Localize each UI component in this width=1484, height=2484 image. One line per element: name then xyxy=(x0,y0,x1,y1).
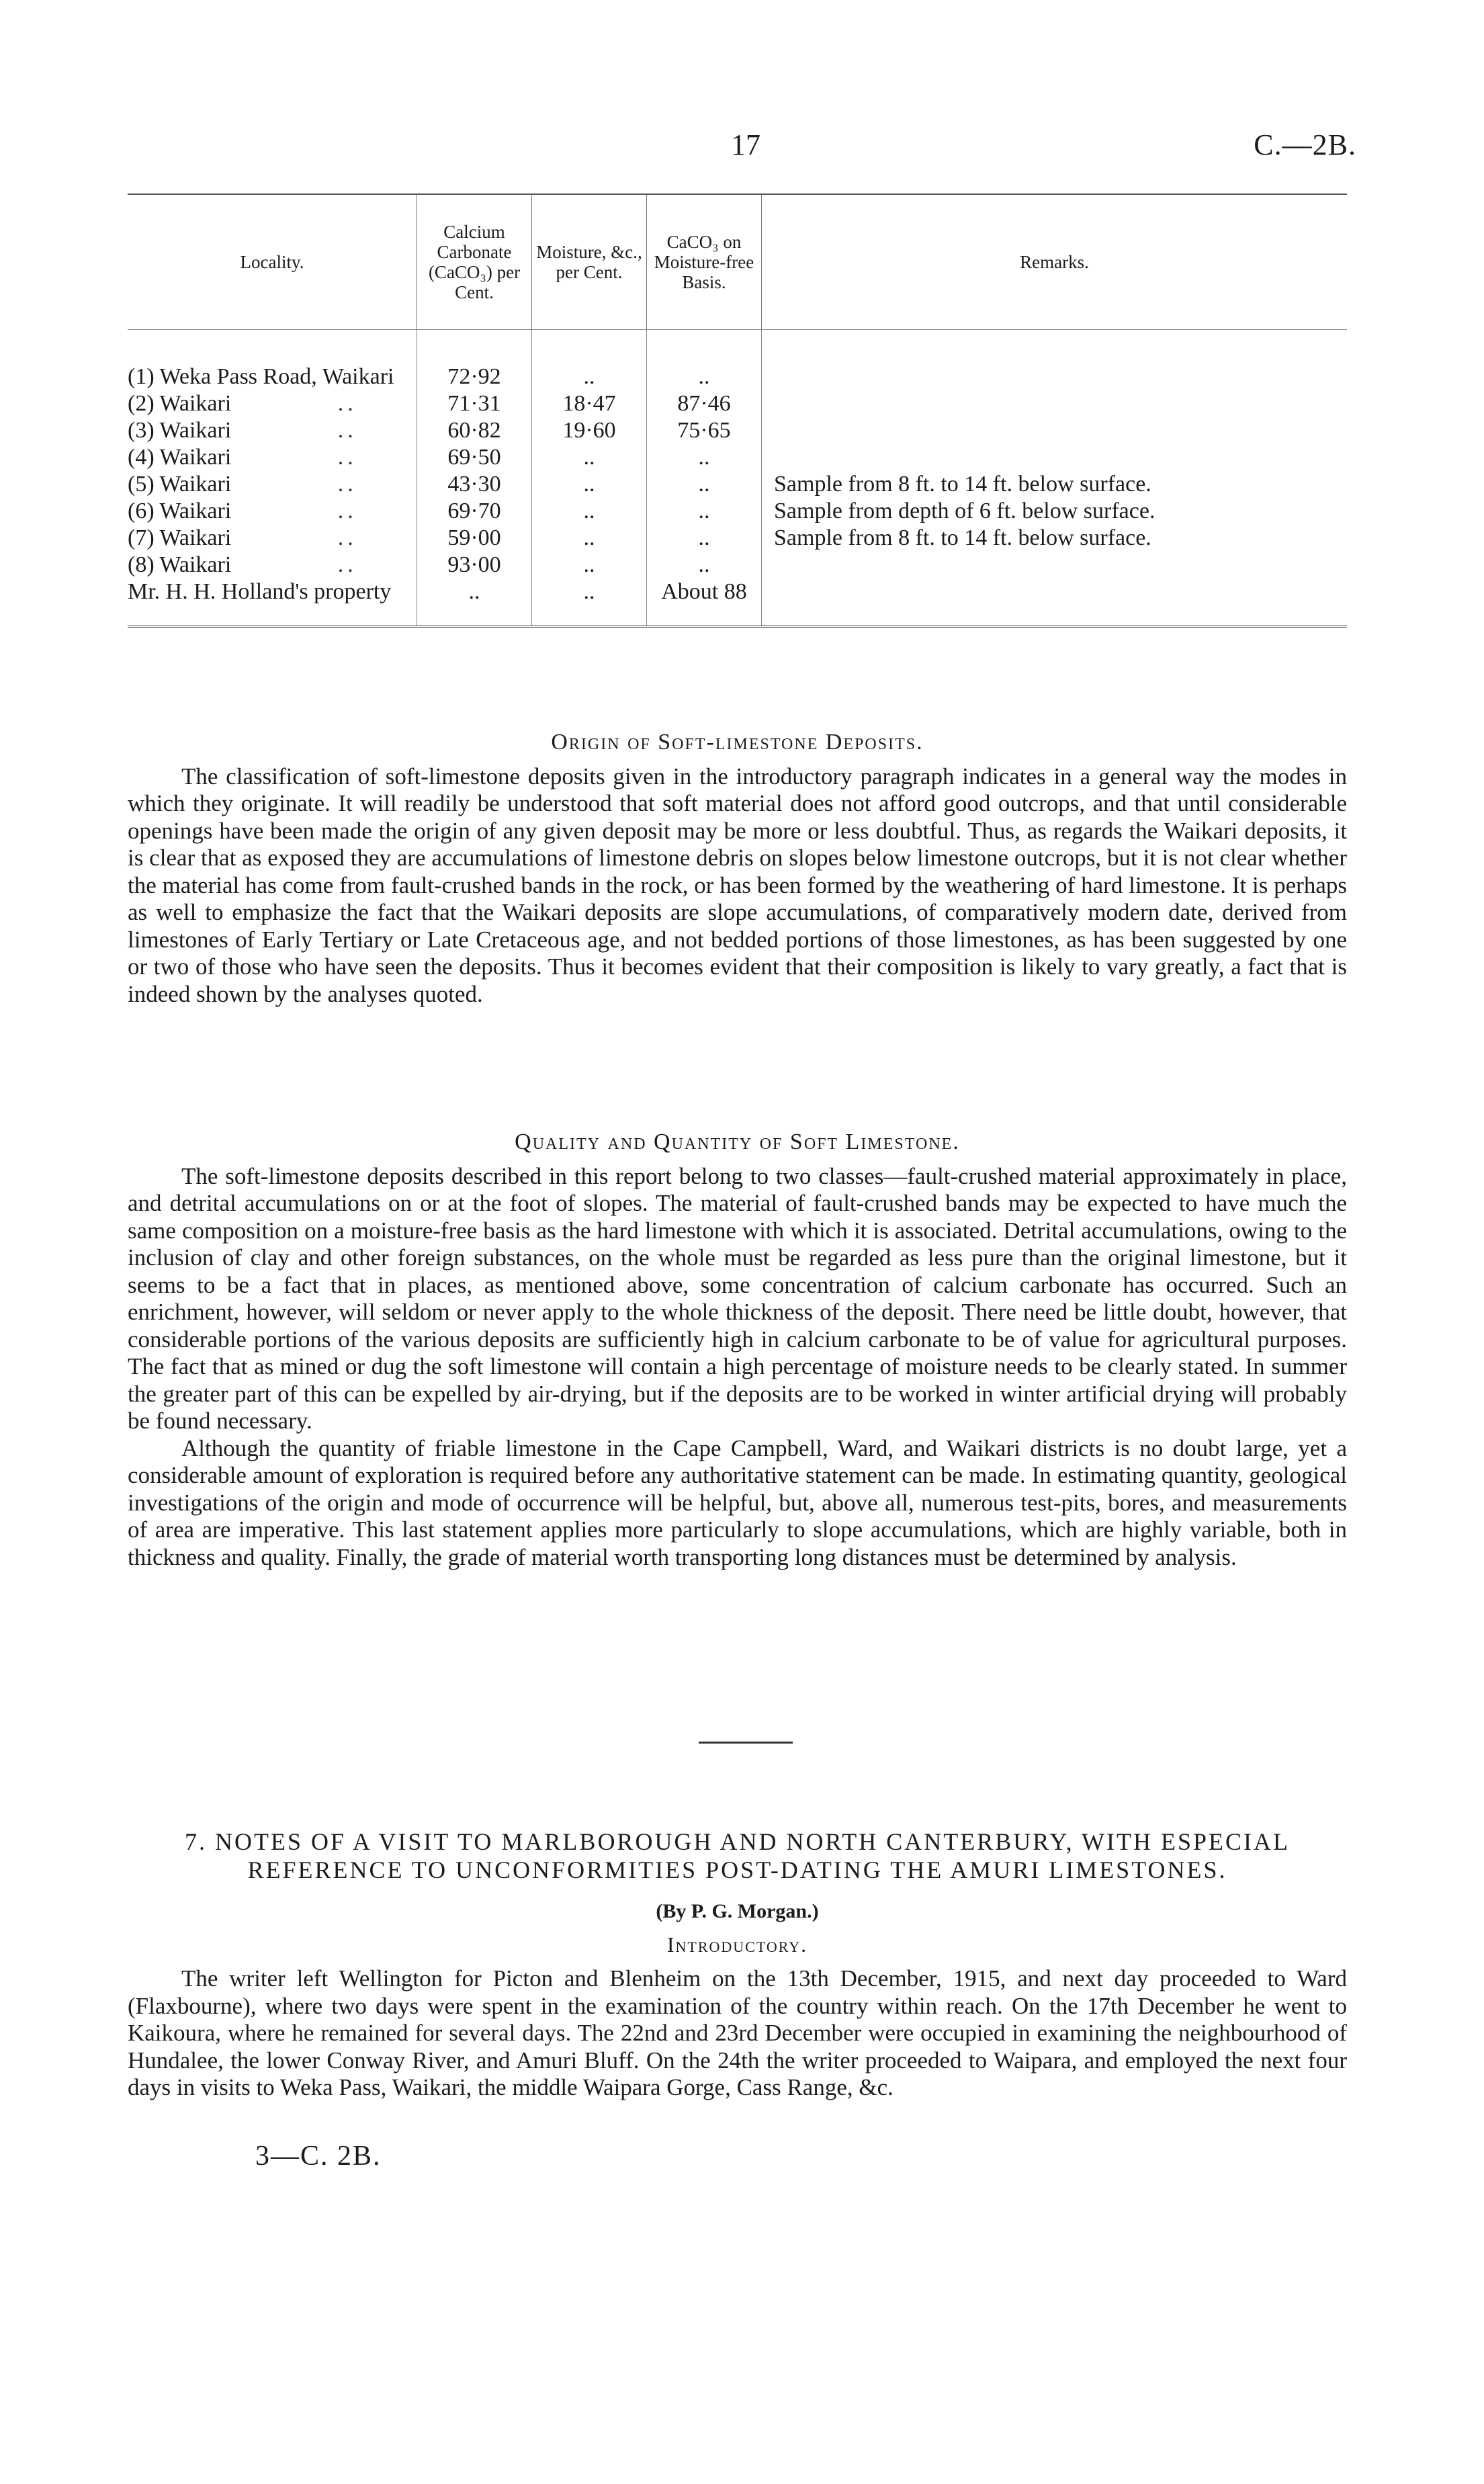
cell-remarks: Sample from 8 ft. to 14 ft. below surface. xyxy=(762,525,1348,552)
leader-dots: .. xyxy=(337,472,357,497)
cell-caco3: 72·92 xyxy=(417,330,532,391)
analysis-table xyxy=(128,195,1347,626)
cell-locality xyxy=(128,525,417,552)
quality-paragraph: Although the quantity of friable limestone in the Cape Campbell, Ward, and Waikari districts is no doubt large, yet a considerable amount of exploration is required before any authoritative statement can be made. In estimating quantity, geological investigations of the origin and mode of occurrence will be helpful, but, above all, numerous test-pits, bores, and measurements of area are imperative. This last statement applies more particularly to slope accumulations, which are highly variable, both in thickness and quality. Finally, the grade of material worth transporting long distances must be determined by analysis. xyxy=(128,1434,1347,1570)
document-reference: C.—2B. xyxy=(1254,128,1356,161)
cell-moisture-free: .. xyxy=(647,444,762,471)
cell-caco3: 71·31 xyxy=(417,390,532,417)
quality-heading: Quality and Quantity of Soft Limestone. xyxy=(515,1129,960,1154)
leader-dots: .. xyxy=(337,418,357,443)
introductory-section xyxy=(128,1965,1347,2102)
cell-remarks xyxy=(762,579,1348,626)
cell-locality xyxy=(128,444,417,471)
cell-moisture: .. xyxy=(532,330,647,391)
cell-locality xyxy=(128,552,417,579)
locality-name: (2) Waikari xyxy=(128,391,232,416)
cell-moisture-free: .. xyxy=(647,471,762,498)
cell-locality xyxy=(128,498,417,525)
article-byline: (By P. G. Morgan.) xyxy=(656,1900,819,1922)
sheet-signature: 3—C. 2B. xyxy=(255,2141,382,2172)
column-header-moisture: Moisture, &c., per Cent. xyxy=(532,195,647,330)
table-row xyxy=(128,417,1347,444)
origin-paragraph: The classification of soft-limestone deposits given in the introductory paragraph indicates in a general way the modes in which they originate. It will readily be understood that soft material does not afford good outcrops, and that until considerable openings have been made the origin of any given deposit may be more or less doubtful. Thus, as regards the Waikari deposits, it is clear that as exposed they are accumulations of limestone debris on slopes below limestone outcrops, but it is not clear whether the material has come from fault-crushed bands in the rock, or has been formed by the weathering of hard limestone. It is perhaps as well to emphasize the fact that the Waikari deposits are slope accumulations, of comparatively modern date, derived from limestones of Early Tertiary or Late Cretaceous age, and not bedded portions of those limestones, as has been suggested by one or two of those who have seen the deposits. Thus it becomes evident that their composition is likely to vary greatly, a fact that is indeed shown by the analyses quoted. xyxy=(128,763,1347,1007)
origin-heading: Origin of Soft-limestone Deposits. xyxy=(551,730,924,755)
cell-locality xyxy=(128,471,417,498)
table-row xyxy=(128,525,1347,552)
cell-moisture-free: 87·46 xyxy=(647,390,762,417)
introductory-paragraph: The writer left Wellington for Picton and Blenheim on the 13th December, 1915, and next day proceeded to Ward (Flaxbourne), where two days were spent in the examination of the country within reach. On the 17th December he went to Kaikoura, where he remained for several days. The 22nd and 23rd December were occupied in examining the neighbourhood of Hundalee, the lower Conway River, and Amuri Bluff. On the 24th the writer proceeded to Waipara, and employed the next four days in visits to Weka Pass, Waikari, the middle Waipara Gorge, Cass Range, &c. xyxy=(128,1965,1347,2100)
cell-moisture: .. xyxy=(532,444,647,471)
cell-moisture-free: About 88 xyxy=(647,579,762,626)
table-row xyxy=(128,579,1347,626)
cell-moisture-free: .. xyxy=(647,498,762,525)
table-bottom-rule xyxy=(128,626,1347,628)
article-title-line: 7. NOTES OF A VISIT TO MARLBOROUGH AND NORTH CANTERBURY, WITH ESPECIAL xyxy=(185,1828,1290,1855)
cell-moisture: .. xyxy=(532,525,647,552)
locality-name: (1) Weka Pass Road, Waikari xyxy=(128,364,394,389)
leader-dots: .. xyxy=(337,525,357,550)
locality-name: (4) Waikari xyxy=(128,445,232,470)
cell-caco3: 43·30 xyxy=(417,471,532,498)
locality-name: Mr. H. H. Holland's property xyxy=(128,579,392,604)
table-row xyxy=(128,498,1347,525)
leader-dots: .. xyxy=(337,445,357,470)
section-divider xyxy=(699,1742,793,1744)
locality-name: (5) Waikari xyxy=(128,472,232,497)
cell-caco3: .. xyxy=(417,579,532,626)
cell-caco3: 69·70 xyxy=(417,498,532,525)
origin-section xyxy=(128,729,1347,1008)
leader-dots: .. xyxy=(337,391,357,416)
table-row xyxy=(128,390,1347,417)
table-row xyxy=(128,552,1347,579)
article-title xyxy=(128,1828,1347,1884)
cell-moisture: .. xyxy=(532,498,647,525)
cell-caco3: 69·50 xyxy=(417,444,532,471)
cell-caco3: 93·00 xyxy=(417,552,532,579)
cell-remarks xyxy=(762,390,1348,417)
quality-section xyxy=(128,1129,1347,1571)
column-header-remarks: Remarks. xyxy=(762,195,1348,330)
leader-dots: .. xyxy=(337,552,357,577)
cell-remarks: Sample from 8 ft. to 14 ft. below surface. xyxy=(762,471,1348,498)
cell-moisture: .. xyxy=(532,471,647,498)
column-header-moisture-free: CaCO₃ on Moisture-free Basis. xyxy=(647,195,762,330)
table-header-row xyxy=(128,195,1347,330)
table-row xyxy=(128,330,1347,391)
cell-remarks xyxy=(762,552,1348,579)
quality-paragraph: The soft-limestone deposits described in this report belong to two classes—fault-crushed material approximately in place, and detrital accumulations on or at the foot of slopes. The material of fault-crushed bands may be expected to have much the same composition on a moisture-free basis as the hard limestone with which it is associated. Detrital accumulations, owing to the inclusion of clay and other foreign substances, on the whole must be regarded as less pure than the original limestone, but it seems to be a fact that in places, as mentioned above, some concentration of calcium carbonate has occurred. Such an enrichment, however, will seldom or never apply to the whole thickness of the deposit. There need be little doubt, however, that considerable portions of the various deposits are sufficiently high in calcium carbonate to be of value for agricultural purposes. The fact that as mined or dug the soft limestone will contain a high percentage of moisture needs to be clearly stated. In summer the greater part of this can be expelled by air-drying, but if the deposits are to be worked in winter artificial drying will probably be found necessary. xyxy=(128,1162,1347,1434)
cell-moisture-free: .. xyxy=(647,552,762,579)
cell-moisture-free: 75·65 xyxy=(647,417,762,444)
cell-locality xyxy=(128,330,417,391)
cell-moisture: 19·60 xyxy=(532,417,647,444)
cell-locality xyxy=(128,579,417,626)
cell-remarks xyxy=(762,444,1348,471)
article-title-line: REFERENCE TO UNCONFORMITIES POST-DATING THE AMURI LIMESTONES. xyxy=(247,1856,1227,1883)
locality-name: (8) Waikari xyxy=(128,552,232,577)
cell-moisture: .. xyxy=(532,552,647,579)
column-header-calcium-carbonate: Calcium Carbonate (CaCO₃) per Cent. xyxy=(417,195,532,330)
page-number: 17 xyxy=(731,128,760,161)
introductory-heading: Introductory. xyxy=(666,1932,808,1957)
locality-name: (3) Waikari xyxy=(128,418,232,443)
cell-remarks xyxy=(762,417,1348,444)
column-header-locality: Locality. xyxy=(128,195,417,330)
cell-caco3: 60·82 xyxy=(417,417,532,444)
cell-locality xyxy=(128,417,417,444)
table-row xyxy=(128,444,1347,471)
cell-locality xyxy=(128,390,417,417)
locality-name: (7) Waikari xyxy=(128,525,232,550)
cell-caco3: 59·00 xyxy=(417,525,532,552)
locality-name: (6) Waikari xyxy=(128,499,232,523)
table-row xyxy=(128,471,1347,498)
cell-remarks xyxy=(762,330,1348,391)
cell-moisture-free: .. xyxy=(647,330,762,391)
analysis-table-wrapper xyxy=(128,194,1347,628)
cell-moisture-free: .. xyxy=(647,525,762,552)
leader-dots: .. xyxy=(337,499,357,523)
cell-moisture: .. xyxy=(532,579,647,626)
cell-moisture: 18·47 xyxy=(532,390,647,417)
cell-remarks: Sample from depth of 6 ft. below surface. xyxy=(762,498,1348,525)
